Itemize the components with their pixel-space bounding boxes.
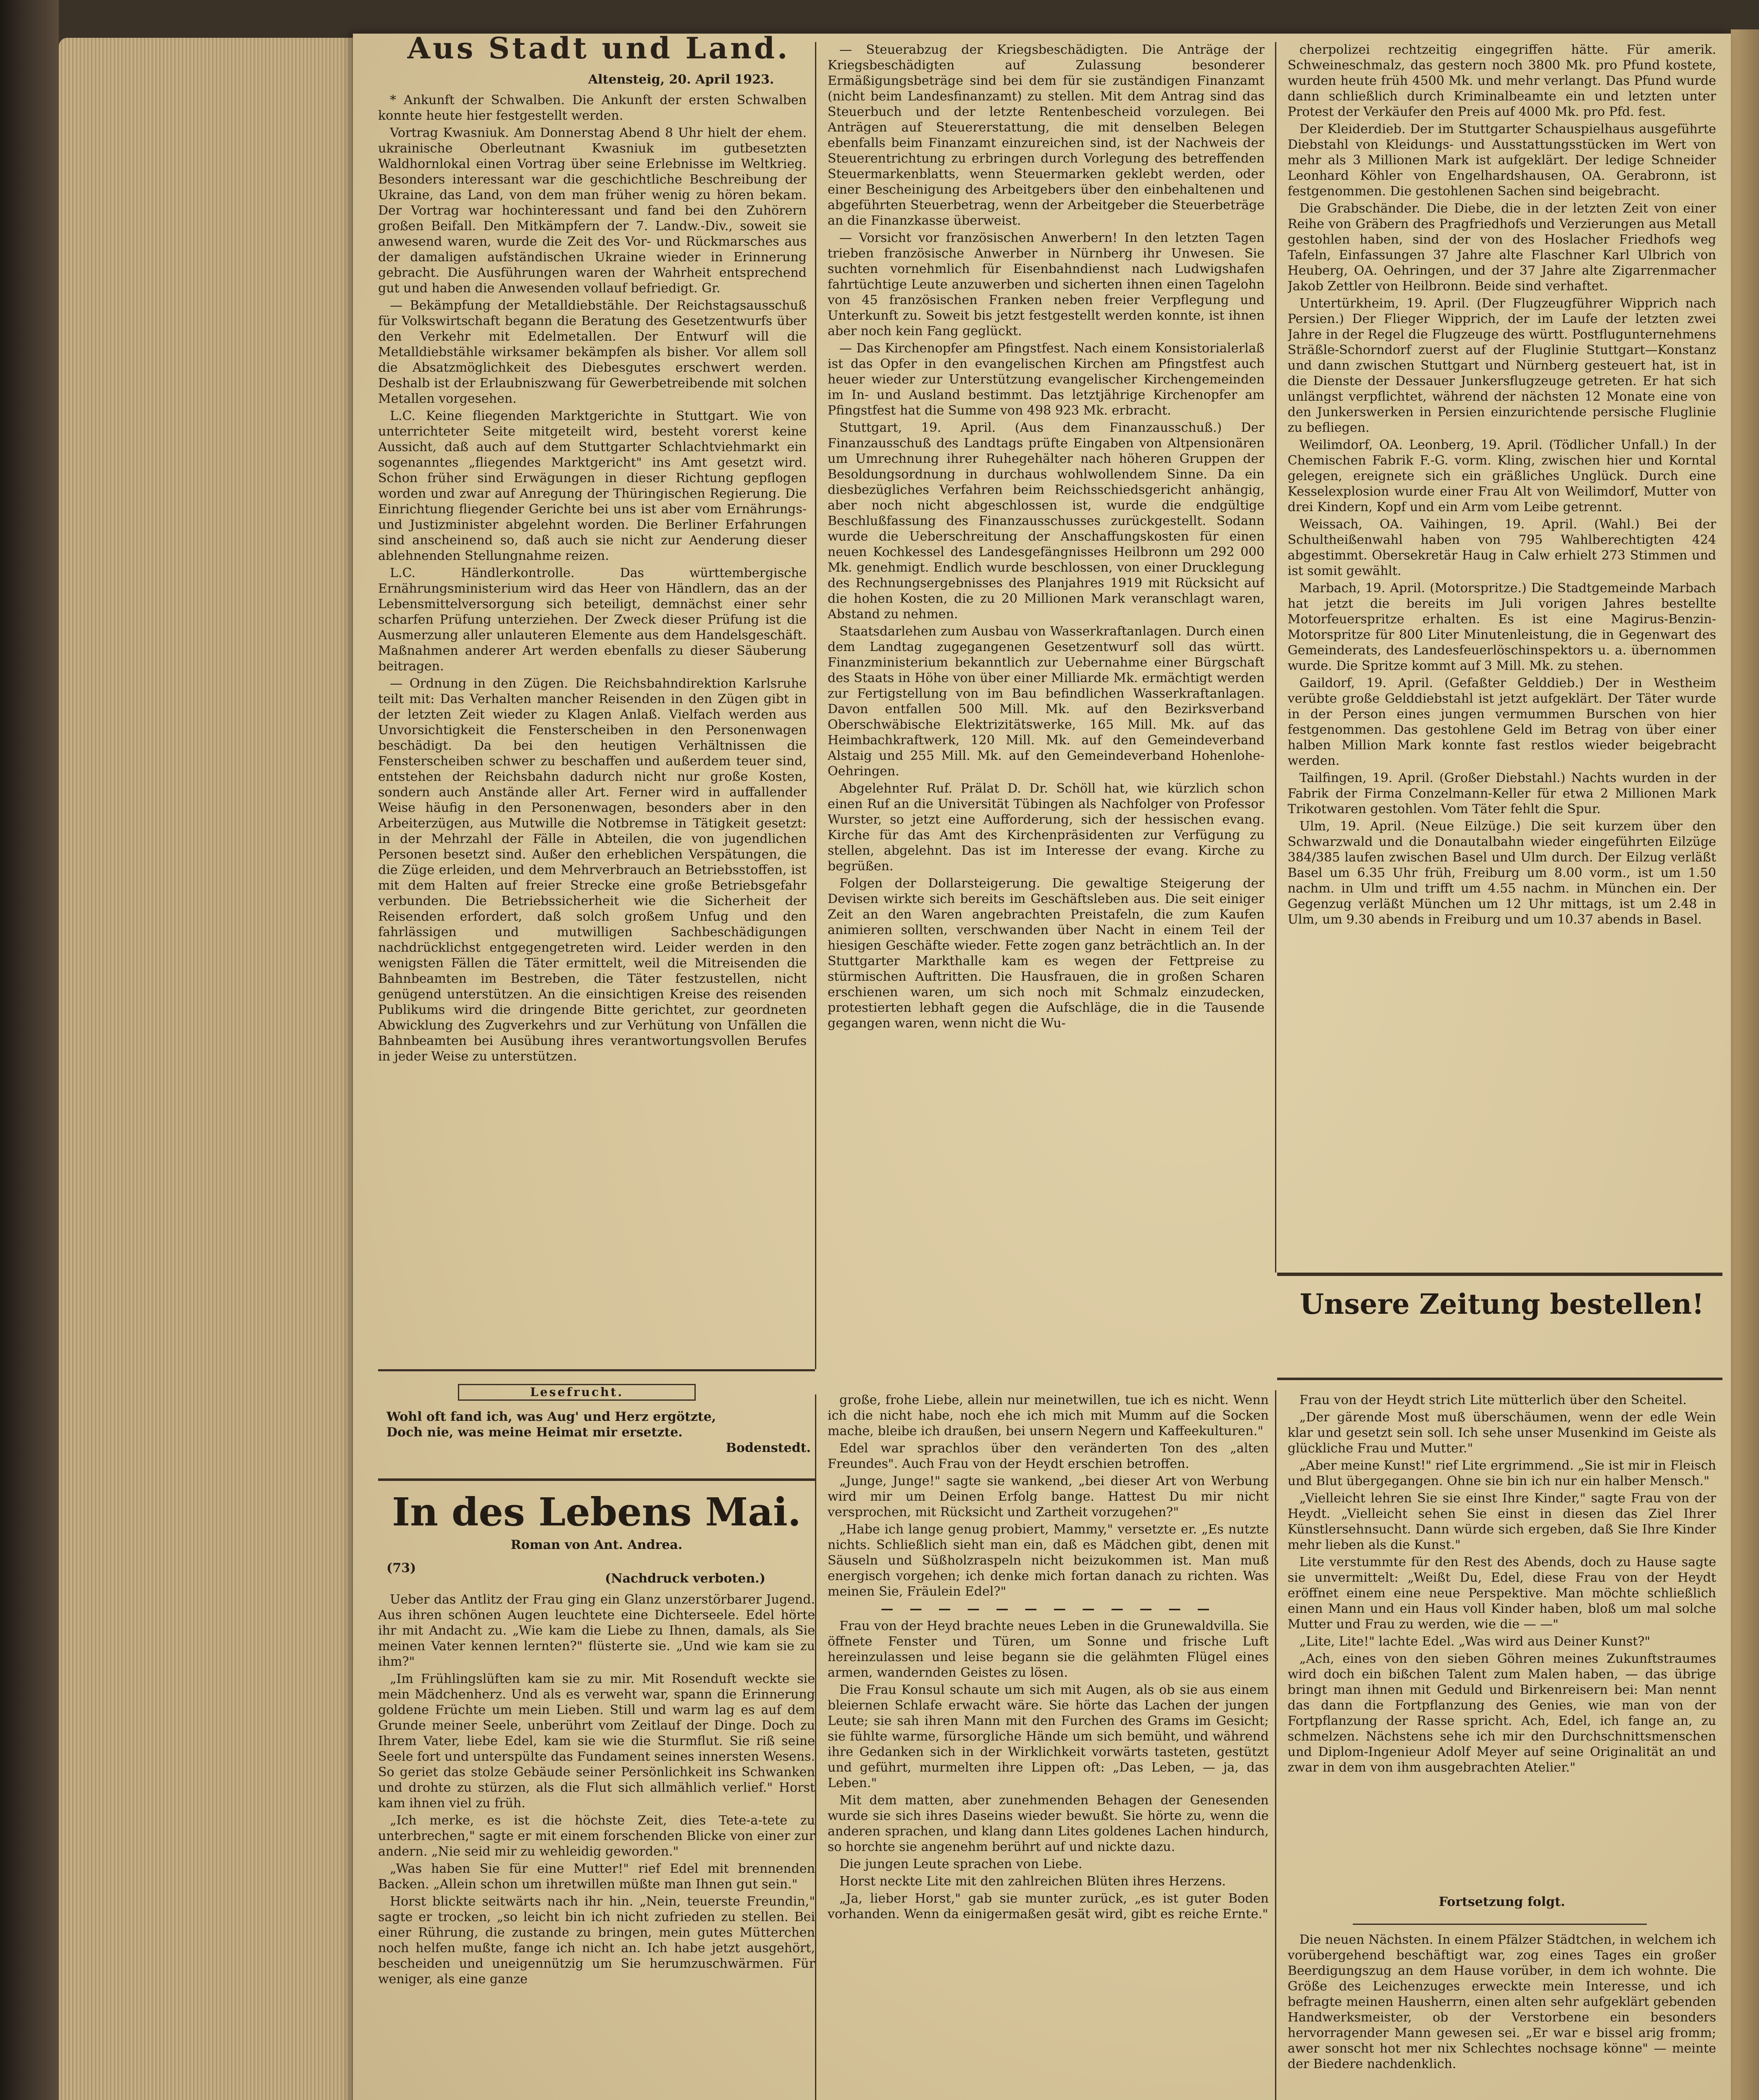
- continued-notice: Fortsetzung folgt.: [1438, 1895, 1565, 1909]
- anecdote-text: Die neuen Nächsten. In einem Pfälzer Städtchen, in welchem ich vorübergehend beschäftigt war, zog eines Tages ein großer Beerdigungszug an dem Hause vorüber, in dem ich wohnte. Die Größe des Leichenzuges erweckte mein Interesse, und ich befragte meinen Hausherrn, einen alten sehr aufgeklärt gebenden Handwerksmeister, ob der Verstorbene ein besonders hervorragender Mann gewesen sei. „Er war e bissel arig fromm; awer sonscht hot mer nix Schlechtes nochsage könne" — meinte der Biedere nachdenklich.: [1288, 1932, 1716, 2071]
- paragraph: „Junge, Junge!" sagte sie wankend, „bei dieser Art von Werbung wird mir um Deinen Erfolg bange. Hattest Du mir nicht versprochen, mit Rücksicht und Zartheit vorzugehen?": [828, 1474, 1269, 1520]
- paragraph: Folgen der Dollarsteigerung. Die gewaltige Steigerung der Devisen wirkte sich bereits im Geschäftsleben aus. Die seit einiger Zeit an den Waren angebrachten Preistafeln, die zum Kaufen animieren sollten, verschwanden über Nacht in einem Teil der hiesigen Geschäfte wieder. Fette zogen ganz beträchtlich an. In der Stuttgarter Markthalle kam es wegen der Fettpreise zu stürmischen Auftritten. Die Hausfrauen, die in großen Scharen erschienen waren, um sich noch mit Schmalz einzudecken, protestierten lebhaft gegen die Aufschläge, die in die Tausende gegangen waren, wenn nicht die Wu-: [828, 876, 1265, 1031]
- next-page-edge: [1731, 29, 1759, 2100]
- paragraph: cherpolizei rechtzeitig eingegriffen hätte. Für amerik. Schweineschmalz, das gestern noch 3800 Mk. pro Pfund kostete, wurden heute früh 4500 Mk. und mehr verlangt. Das Pfund wurde dann schließlich durch Kriminalbeamte ein und letzten unter Protest der Verkäufer den Preis auf 4000 Mk. pro Pfd. fest.: [1288, 42, 1716, 119]
- novel-column-1: [378, 1592, 815, 2100]
- paragraph: Der Kleiderdieb. Der im Stuttgarter Schauspielhaus ausgeführte Diebstahl von Kleidungs- und Ausstattungsstücken im Wert von mehr als 3 Millionen Mark ist aufgeklärt. Der ledige Schneider Leonhard Köhler von Engelhardshausen, OA. Gerabronn, ist festgenommen. Die gestohlenen Sachen sind beigebracht.: [1288, 122, 1716, 199]
- separator-line: [1353, 1924, 1647, 1925]
- paragraph: Mit dem matten, aber zunehmenden Behagen der Genesenden wurde sie sich ihres Daseins wieder bewußt. Sie hörte zu, wenn die anderen sprachen, und klang dann Lites goldenes Lachen hindurch, so horchte sie angenehm berührt auf und nickte dazu.: [828, 1793, 1269, 1854]
- paragraph: Tailfingen, 19. April. (Großer Diebstahl.) Nachts wurden in der Fabrik der Firma Conzelmann-Keller für etwa 2 Millionen Mark Trikotwaren gestohlen. Vom Täter fehlt die Spur.: [1288, 771, 1716, 816]
- subscribe-heading: Unsere Zeitung bestellen!: [1299, 1288, 1704, 1320]
- paragraph: Weilimdorf, OA. Leonberg, 19. April. (Tödlicher Unfall.) In der Chemischen Fabrik F.-G. vorm. Kling, zwischen hier und Korntal gelegen, ereignete sich ein gräßliches Unglück. Durch eine Kesselexplosion wurde einer Frau Alt von Weilimdorf, Mutter von drei Kindern, Kopf und ein Arm vom Leibe getrennt.: [1288, 438, 1716, 514]
- column-rule: [815, 1394, 816, 2100]
- section-masthead: Aus Stadt und Land.: [407, 34, 790, 63]
- paragraph: Gaildorf, 19. April. (Gefaßter Gelddieb.) Der in Westheim verübte große Gelddiebstahl ist jetzt aufgeklärt. Der Täter wurde in der Person eines jungen vermummen Burschen von hier festgenommen. Das gestohlene Geld im Betrag von über einer halben Million Mark konnte fast restlos wieder beigebracht werden.: [1288, 676, 1716, 768]
- paragraph: Horst blickte seitwärts nach ihr hin. „Nein, teuerste Freundin," sagte er trocken, „so leicht bin ich nicht zufrieden zu stellen. Bei einer Rührung, die zustande zu bringen, mein gutes Mütterchen noch helfen mußte, fange ich nicht an. Ich habe jetzt ausgehört, bescheiden und uneigennützig um Sie herumzuschwärmen. Für weniger, als eine ganze: [378, 1894, 815, 1987]
- separator-line: [378, 1478, 815, 1481]
- paragraph: große, frohe Liebe, allein nur meinetwillen, tue ich es nicht. Wenn ich die nicht habe, noch ehe ich mich mit Mumm auf die Socken mache, bleibe ich draußen, bei unsern Negern und Kaffeekulturen.": [828, 1393, 1269, 1438]
- page-edges: [59, 38, 361, 2100]
- dateline: Altensteig, 20. April 1923.: [588, 72, 774, 87]
- paragraph: Marbach, 19. April. (Motorspritze.) Die Stadtgemeinde Marbach hat jetzt die bereits im Juli vorigen Jahres bestellte Motorfeuerspritze erhalten. Es ist eine Magirus-Benzin-Motorspritze für 800 Liter Minutenleistung, die in Gegenwart des Gemeinderats, des Landesfeuerlöschinspektors u. a. übernommen wurde. Die Spritze kommt auf 3 Mill. Mk. zu stehen.: [1288, 581, 1716, 673]
- paragraph: — Ordnung in den Zügen. Die Reichsbahndirektion Karlsruhe teilt mit: Das Verhalten mancher Reisenden in den Zügen gibt in der letzten Zeit wieder zu Klagen Anlaß. Vielfach werden aus Unvorsichtigkeit die Fensterscheiben in den Personenwagen beschädigt. Da bei den heutigen Verhältnissen die Fensterscheiben schwer zu beschaffen und außerdem teuer sind, entstehen der Reichsbahn dadurch nicht nur große Kosten, sondern auch Anstände aller Art. Ferner wird in auffallender Weise häufig in den Personenwagen, besonders aber in den Arbeiterzügen, aus Mutwille die Notbremse in Tätigkeit gesetzt: in der Mehrzahl der Fälle in Abteilen, die von jugendlichen Personen besetzt sind. Außer den erheblichen Verspätungen, die die Züge erleiden, und dem Mehrverbrauch an Betriebsstoffen, ist mit dem Halten auf freier Strecke eine große Betriebsgefahr verbunden. Die Betriebssicherheit wie die Sicherheit der Reisenden erfordert, daß solch großem Unfug und den fahrlässigen und mutwilligen Sachbeschädigungen nachdrücklichst entgegengetreten wird. Leider werden in den wenigsten Fällen die Täter ermittelt, weil die Mitreisenden die Bahnbeamten im Bestreben, die Täter festzustellen, nicht genügend unterstützen. An die einsichtigen Kreise des reisenden Publikums wird die dringende Bitte gerichtet, zur geordneten Abwicklung des Zugverkehrs und zur Verhütung von Unfällen die Bahnbeamten bei Ausübung ihres verantwortungsvollen Berufes in jeder Weise zu unterstützen.: [378, 676, 807, 1064]
- poem-line: Doch nie, was meine Heimat mir ersetzte.: [387, 1425, 683, 1440]
- paragraph: Untertürkheim, 19. April. (Der Flugzeugführer Wipprich nach Persien.) Der Flieger Wipprich, der im Laufe der letzten zwei Jahre in der Regel die Flugzeuge des württ. Postflugunternehmens Sträßle-Schorndorf zuerst auf der Fluglinie Stuttgart—Konstanz und dann zwischen Stuttgart und Nürnberg gesteuert hat, ist in die Dienste der Dessauer Junkersflugzeuge getreten. Er hat sich unlängst verpflichtet, während der nächsten 12 Monate eine von den Junkerswerken in Persien einzurichtende persische Fluglinie zu befliegen.: [1288, 296, 1716, 435]
- paragraph: Staatsdarlehen zum Ausbau von Wasserkraftanlagen. Durch einen dem Landtag zugegangenen Gesetzentwurf soll das württ. Finanzministerium bekanntlich zur Uebernahme einer Bürgschaft des Staats in Höhe von über einer Milliarde Mk. ermächtigt werden zur Fertigstellung von im Bau befindlichen Wasserkraftanlagen. Davon entfallen 500 Mill. Mk. auf den Bezirksverband Oberschwäbische Elektrizitätswerke, 165 Mill. Mk. auf das Heimbachkraftwerk, 120 Mill. Mk. auf den Gemeindeverband Alstaig und 255 Mill. Mk. auf den Gemeindeverband Hohenlohe-Oehringen.: [828, 624, 1265, 779]
- novel-column-2: [828, 1392, 1269, 2100]
- paragraph: „Im Frühlingslüften kam sie zu mir. Mit Rosenduft weckte sie mein Mädchenherz. Und als es verweht war, spann die Erinnerung goldene Früchte um mein Lieben. Still und warm lag es auf dem Grunde meiner Seele, unberührt vom Zeitlauf der Dinge. Doch zu Ihrem Vater, liebe Edel, kam sie wie die Sturmflut. Sie riß seine Seele fort und unterspülte das Fundament seines innersten Wesens. So geriet das stolze Gebäude seiner Persönlichkeit ins Schwanken und drohte zu stürzen, als die Flut sich allmählich verlief." Horst kam ihnen viel zu früh.: [378, 1672, 815, 1811]
- lesefrucht-poem: [387, 1409, 811, 1456]
- newspaper-page: [353, 34, 1731, 2100]
- paragraph: Die jungen Leute sprachen von Liebe.: [839, 1857, 1083, 1872]
- paragraph: Edel war sprachlos über den veränderten Ton des „alten Freundes". Auch Frau von der Heydt erschien betroffen.: [828, 1441, 1269, 1471]
- lesefrucht-label: Lesefrucht.: [458, 1384, 696, 1401]
- paragraph: Die Frau Konsul schaute um sich mit Augen, als ob sie aus einem bleiernen Schlafe erwacht wäre. Sie hörte das Lachen der jungen Leute; sie sah ihren Mann mit den Furchen des Grams im Gesicht; sie fühlte warme, fürsorgliche Hände um sich bemüht, und während ihre Gedanken sich in der Wirklichkeit vorwärts tasteten, gestützt und geführt, murmelten ihre Lippen oft: „Das Leben, — ja, das Leben.": [828, 1683, 1269, 1790]
- paragraph: — Vorsicht vor französischen Anwerbern! In den letzten Tagen trieben französische Anwerber in Nürnberg ihr Unwesen. Sie suchten vornehmlich für Eisenbahndienst nach Ludwigshafen fahrtüchtige Leute anzuwerben und sicherten ihnen einen Tagelohn von 45 französischen Franken neben freier Verpflegung und Unterkunft zu. Soweit bis jetzt festgestellt werden konnte, ist ihnen aber noch kein Fang geglückt.: [828, 231, 1265, 339]
- paragraph: „Was haben Sie für eine Mutter!" rief Edel mit brennenden Backen. „Allein schon um ihretwillen müßte man Ihnen gut sein.": [378, 1861, 815, 1892]
- paragraph: „Lite, Lite!" lachte Edel. „Was wird aus Deiner Kunst?": [1299, 1634, 1651, 1649]
- column-1: [378, 92, 807, 1336]
- reprint-notice: (Nachdruck verboten.): [605, 1571, 765, 1586]
- poem-author: Bodenstedt.: [726, 1441, 811, 1455]
- poem-line: Wohl oft fand ich, was Aug' und Herz ergötzte,: [387, 1410, 716, 1424]
- column-3: [1288, 42, 1716, 1243]
- paragraph: L.C. Händlerkontrolle. Das württembergische Ernährungsministerium wird das Heer von Händlern, das an der Lebensmittelversorgung sich beteiligt, demnächst einer sehr scharfen Prüfung unterziehen. Der Zweck dieser Prüfung ist die Ausmerzung aller unlauteren Elemente aus dem Handelsgeschäft. Maßnahmen anderer Art werden ebenfalls zu dieser Säuberung beitragen.: [378, 566, 807, 674]
- paragraph: Lite verstummte für den Rest des Abends, doch zu Hause sagte sie unvermittelt: „Weißt Du, Edel, diese Frau von der Heydt eröffnet einem eine neue Perspektive. Man möchte schließlich einen Mann und ein Haus voll Kinder haben, bloß um mal solche Mutter und Frau zu werden, wie die — —": [1288, 1555, 1716, 1632]
- separator-line: [378, 1369, 815, 1371]
- paragraph: * Ankunft der Schwalben. Die Ankunft der ersten Schwalben konnte heute hier festgestellt werden.: [378, 93, 807, 123]
- paragraph: — Steuerabzug der Kriegsbeschädigten. Die Anträge der Kriegsbeschädigten auf Zulassung besonderer Ermäßigungsbeträge sind bei dem für sie zuständigen Finanzamt (nicht beim Landesfinanzamt) zu stellen. Mit dem Antrag sind das Steuerbuch und der letzte Rentenbescheid vorzulegen. Bei Anträgen auf Steuererstattung, die mit denselben Belegen ebenfalls beim Finanzamt einzureichen sind, ist der Nachweis der Steuerentrichtung zu erbringen durch Vorlegung des betreffenden Steuermarkenblatts, wenn Steuermarken geklebt werden, oder einer Bescheinigung des Arbeitgebers über den einbehaltenen und abgeführten Steuerbetrag, wenn der Arbeitgeber die Steuerbeträge an die Finanzkasse überweist.: [828, 42, 1265, 228]
- paragraph: — Bekämpfung der Metalldiebstähle. Der Reichstagsausschuß für Volkswirtschaft begann die Beratung des Gesetzentwurfs über den Verkehr mit Edelmetallen. Der Entwurf will die Metalldiebstähle wirksamer bekämpfen als bisher. Vor allem soll die Absatzmöglichkeit des Diebesgutes erschwert werden. Deshalb ist der Erlaubniszwang für Gewerbetreibende mit solchen Metallen vorgesehen.: [378, 298, 807, 406]
- paragraph: „Der gärende Most muß überschäumen, wenn der edle Wein klar und gesetzt sein soll. Ich sehe unser Musenkind im Geiste als glückliche Frau und Mutter.": [1288, 1410, 1716, 1456]
- paragraph: Weissach, OA. Vaihingen, 19. April. (Wahl.) Bei der Schultheißenwahl haben von 795 Wahlberechtigten 424 abgestimmt. Obersekretär Haug in Calw erhielt 273 Stimmen und ist somit gewählt.: [1288, 517, 1716, 578]
- paragraph: Ulm, 19. April. (Neue Eilzüge.) Die seit kurzem über den Schwarzwald und die Donautalbahn wieder eingeführten Eilzüge 384/385 laufen zwischen Basel und Ulm durch. Der Eilzug verläßt Basel um 6.35 Uhr früh, Freiburg um 8.00 vorm., ist um 1.50 nachm. in Ulm und trifft um 4.55 nachm. in München ein. Der Gegenzug verläßt München um 12 Uhr mittags, ist um 2.48 in Ulm, um 9.30 abends in Freiburg und um 10.37 abends in Basel.: [1288, 819, 1716, 927]
- paragraph: Horst neckte Lite mit den zahlreichen Blüten ihres Herzens.: [839, 1874, 1226, 1889]
- novel-title: In des Lebens Mai.: [392, 1489, 801, 1535]
- paragraph: Ueber das Antlitz der Frau ging ein Glanz unzerstörbarer Jugend. Aus ihren schönen Augen leuchtete eine Dichterseele. Edel hörte ihr mit Andacht zu. „Wie kam die Liebe zu Ihnen, damals, als Sie meinen Vater kennen lernten?" flüsterte sie. „Und wie kam sie zu ihm?": [378, 1592, 815, 1669]
- paragraph: — Das Kirchenopfer am Pfingstfest. Nach einem Konsistorialerlaß ist das Opfer in den evangelischen Kirchen am Pfingstfest auch heuer wieder zur Unterstützung evangelischer Kirchengemeinden im In- und Ausland bestimmt. Das letztjährige Kirchenopfer am Pfingstfest hat die Summe von 498 923 Mk. erbracht.: [828, 341, 1265, 418]
- paragraph: „Vielleicht lehren Sie sie einst Ihre Kinder," sagte Frau von der Heydt. „Vielleicht sehen Sie einst in diesen das Ziel Ihrer Künstlersehnsucht. Dann würde sich ergeben, daß Sie Ihre Kinder mehr lieben als die Kunst.": [1288, 1491, 1716, 1552]
- paragraph: Vortrag Kwasniuk. Am Donnerstag Abend 8 Uhr hielt der ehem. ukrainische Oberleutnant Kwasniuk im gutbesetzten Waldhornlokal einen Vortrag über seine Erlebnisse im Weltkrieg. Besonders interessant war die geschichtliche Beschreibung der Ukraine, das Land, von dem man früher wenig zu hören bekam. Der Vortrag war hochinteressant und fand bei den Zuhörern großen Beifall. Den Mitkämpfern der 7. Landw.-Div., soweit sie anwesend waren, wurde die Zeit des Vor- und Rückmarsches aus der damaligen aufständischen Ukraine wieder in Erinnerung gebracht. Die Ausführungen waren der Wahrheit entsprechend gut und haben die Anwesenden vollauf befriedigt. Gr.: [378, 126, 807, 296]
- novel-column-3: [1288, 1392, 1716, 1905]
- column-rule: [1275, 42, 1276, 1273]
- paragraph: Stuttgart, 19. April. (Aus dem Finanzausschuß.) Der Finanzausschuß des Landtags prüfte Eingaben von Altpensionären um Umrechnung ihrer Ruhegehälter nach höheren Gruppen der Besoldungsordnung in durchaus wohlwollendem Sinne. Da ein diesbezügliches Verfahren beim Reichsschiedsgericht anhängig, aber noch nicht abgeschlossen ist, wurde die endgültige Beschlußfassung des Finanzausschusses zurückgestellt. Sodann wurde die Ueberschreitung der Anschaffungskosten für einen neuen Kochkessel des Landesgefängnisses Heilbronn um 292 000 Mk. genehmigt. Endlich wurde beschlossen, von einer Drucklegung des Rechnungsergebnisses des Planjahres 1919 mit Rücksicht auf die hohen Kosten, die zu 20 Millionen Mark veranschlagt waren, Abstand zu nehmen.: [828, 420, 1265, 622]
- installment-number: (73): [387, 1561, 416, 1575]
- book-binding: [0, 0, 59, 2100]
- paragraph: Frau von der Heydt strich Lite mütterlich über den Scheitel.: [1299, 1393, 1687, 1407]
- anecdote: [1288, 1932, 1716, 2100]
- separator-line: [1277, 1378, 1722, 1380]
- paragraph: „Aber meine Kunst!" rief Lite ergrimmend. „Sie ist mir in Fleisch und Blut übergegangen. Ohne sie bin ich nur ein halber Mensch.": [1288, 1458, 1716, 1488]
- novel-subtitle: Roman von Ant. Andrea.: [510, 1538, 683, 1552]
- paragraph: „Habe ich lange genug probiert, Mammy," versetzte er. „Es nutzte nichts. Schließlich sieht man ein, daß es Mädchen gibt, denen mit Säuseln und Süßholzraspeln nicht beizukommen ist. Man muß energisch vorgehen; ich denke mich fortan danach zu richten. Was meinen Sie, Fräulein Edel?": [828, 1522, 1269, 1599]
- paragraph: Abgelehnter Ruf. Prälat D. Dr. Schöll hat, wie kürzlich schon einen Ruf an die Universität Tübingen als Nachfolger von Professor Wurster, so jetzt eine Aufforderung, sich der hessischen evang. Kirche für das Amt des Kirchenpräsidenten zur Verfügung zu stellen, abgelehnt. Das ist im Interesse der evang. Kirche zu begrüßen.: [828, 781, 1265, 874]
- column-rule: [815, 42, 816, 1369]
- column-rule: [1275, 1390, 1276, 2100]
- paragraph: L.C. Keine fliegenden Marktgerichte in Stuttgart. Wie von unterrichteter Seite mitgeteilt wird, besteht vorerst keine Aussicht, daß auch auf dem Stuttgarter Schlachtviehmarkt ein sogenanntes „fliegendes Marktgericht" ins Amt gesetzt wird. Schon früher sind Erwägungen in dieser Richtung gepflogen worden und zwar auf Anregung der Thüringischen Regierung. Die Einrichtung fliegender Gerichte bei uns ist aber vom Ernährungs- und Justizminister abgelehnt worden. Die Berliner Erfahrungen sind anscheinend so, daß auch sie nicht zur Aenderung dieser ablehnenden Stellungnahme reizen.: [378, 409, 807, 563]
- paragraph: „Ach, eines von den sieben Göhren meines Zukunftstraumes wird doch ein bißchen Talent zum Malen haben, — das übrige bringt man ihnen mit Geduld und Birkenreisern bei: Man nennt das dann die Fortpflanzung des Genies, wie man von der Fortpflanzung der Rasse spricht. Ach, Edel, ich fange an, zu schmelzen. Nächstens sehe ich mir den Durchschnittsmenschen und Diplom-Ingenieur Adolf Meyer auf seine Originalität an und zwar in dem von ihm ausgebrachten Atelier.": [1288, 1651, 1716, 1775]
- column-2: [828, 42, 1265, 1365]
- paragraph: Die Grabschänder. Die Diebe, die in der letzten Zeit von einer Reihe von Gräbern des Pragfriedhofs und Verzierungen aus Metall gestohlen haben, sind der von des Hoslacher Friedhofs weg Tafeln, Einfassungen 37 Jahre alte Flaschner Karl Ulbrich von Heuberg, OA. Oehringen, und der 37 Jahre alte Zigarrenmacher Jakob Zettler von Heilbronn. Beide sind verhaftet.: [1288, 201, 1716, 294]
- paragraph: „Ja, lieber Horst," gab sie munter zurück, „es ist guter Boden vorhanden. Wenn da einigermaßen gesät wird, gibt es reiche Ernte.": [828, 1891, 1269, 1922]
- separator-line: [1277, 1273, 1722, 1276]
- paragraph: „Ich merke, es ist die höchste Zeit, dies Tete-a-tete zu unterbrechen," sagte er mit einem forschenden Blicke von einer zur andern. „Nie seid mir zu wehleidig geworden.": [378, 1813, 815, 1859]
- paragraph: Frau von der Heyd brachte neues Leben in die Grunewaldvilla. Sie öffnete Fenster und Türen, um Sonne und frische Luft hereinzulassen und leise begann sie die gelähmten Flügel eines armen, wandernden Geistes zu lösen.: [828, 1619, 1269, 1680]
- paragraph: — — — — — — — — — — — —: [881, 1601, 1216, 1616]
